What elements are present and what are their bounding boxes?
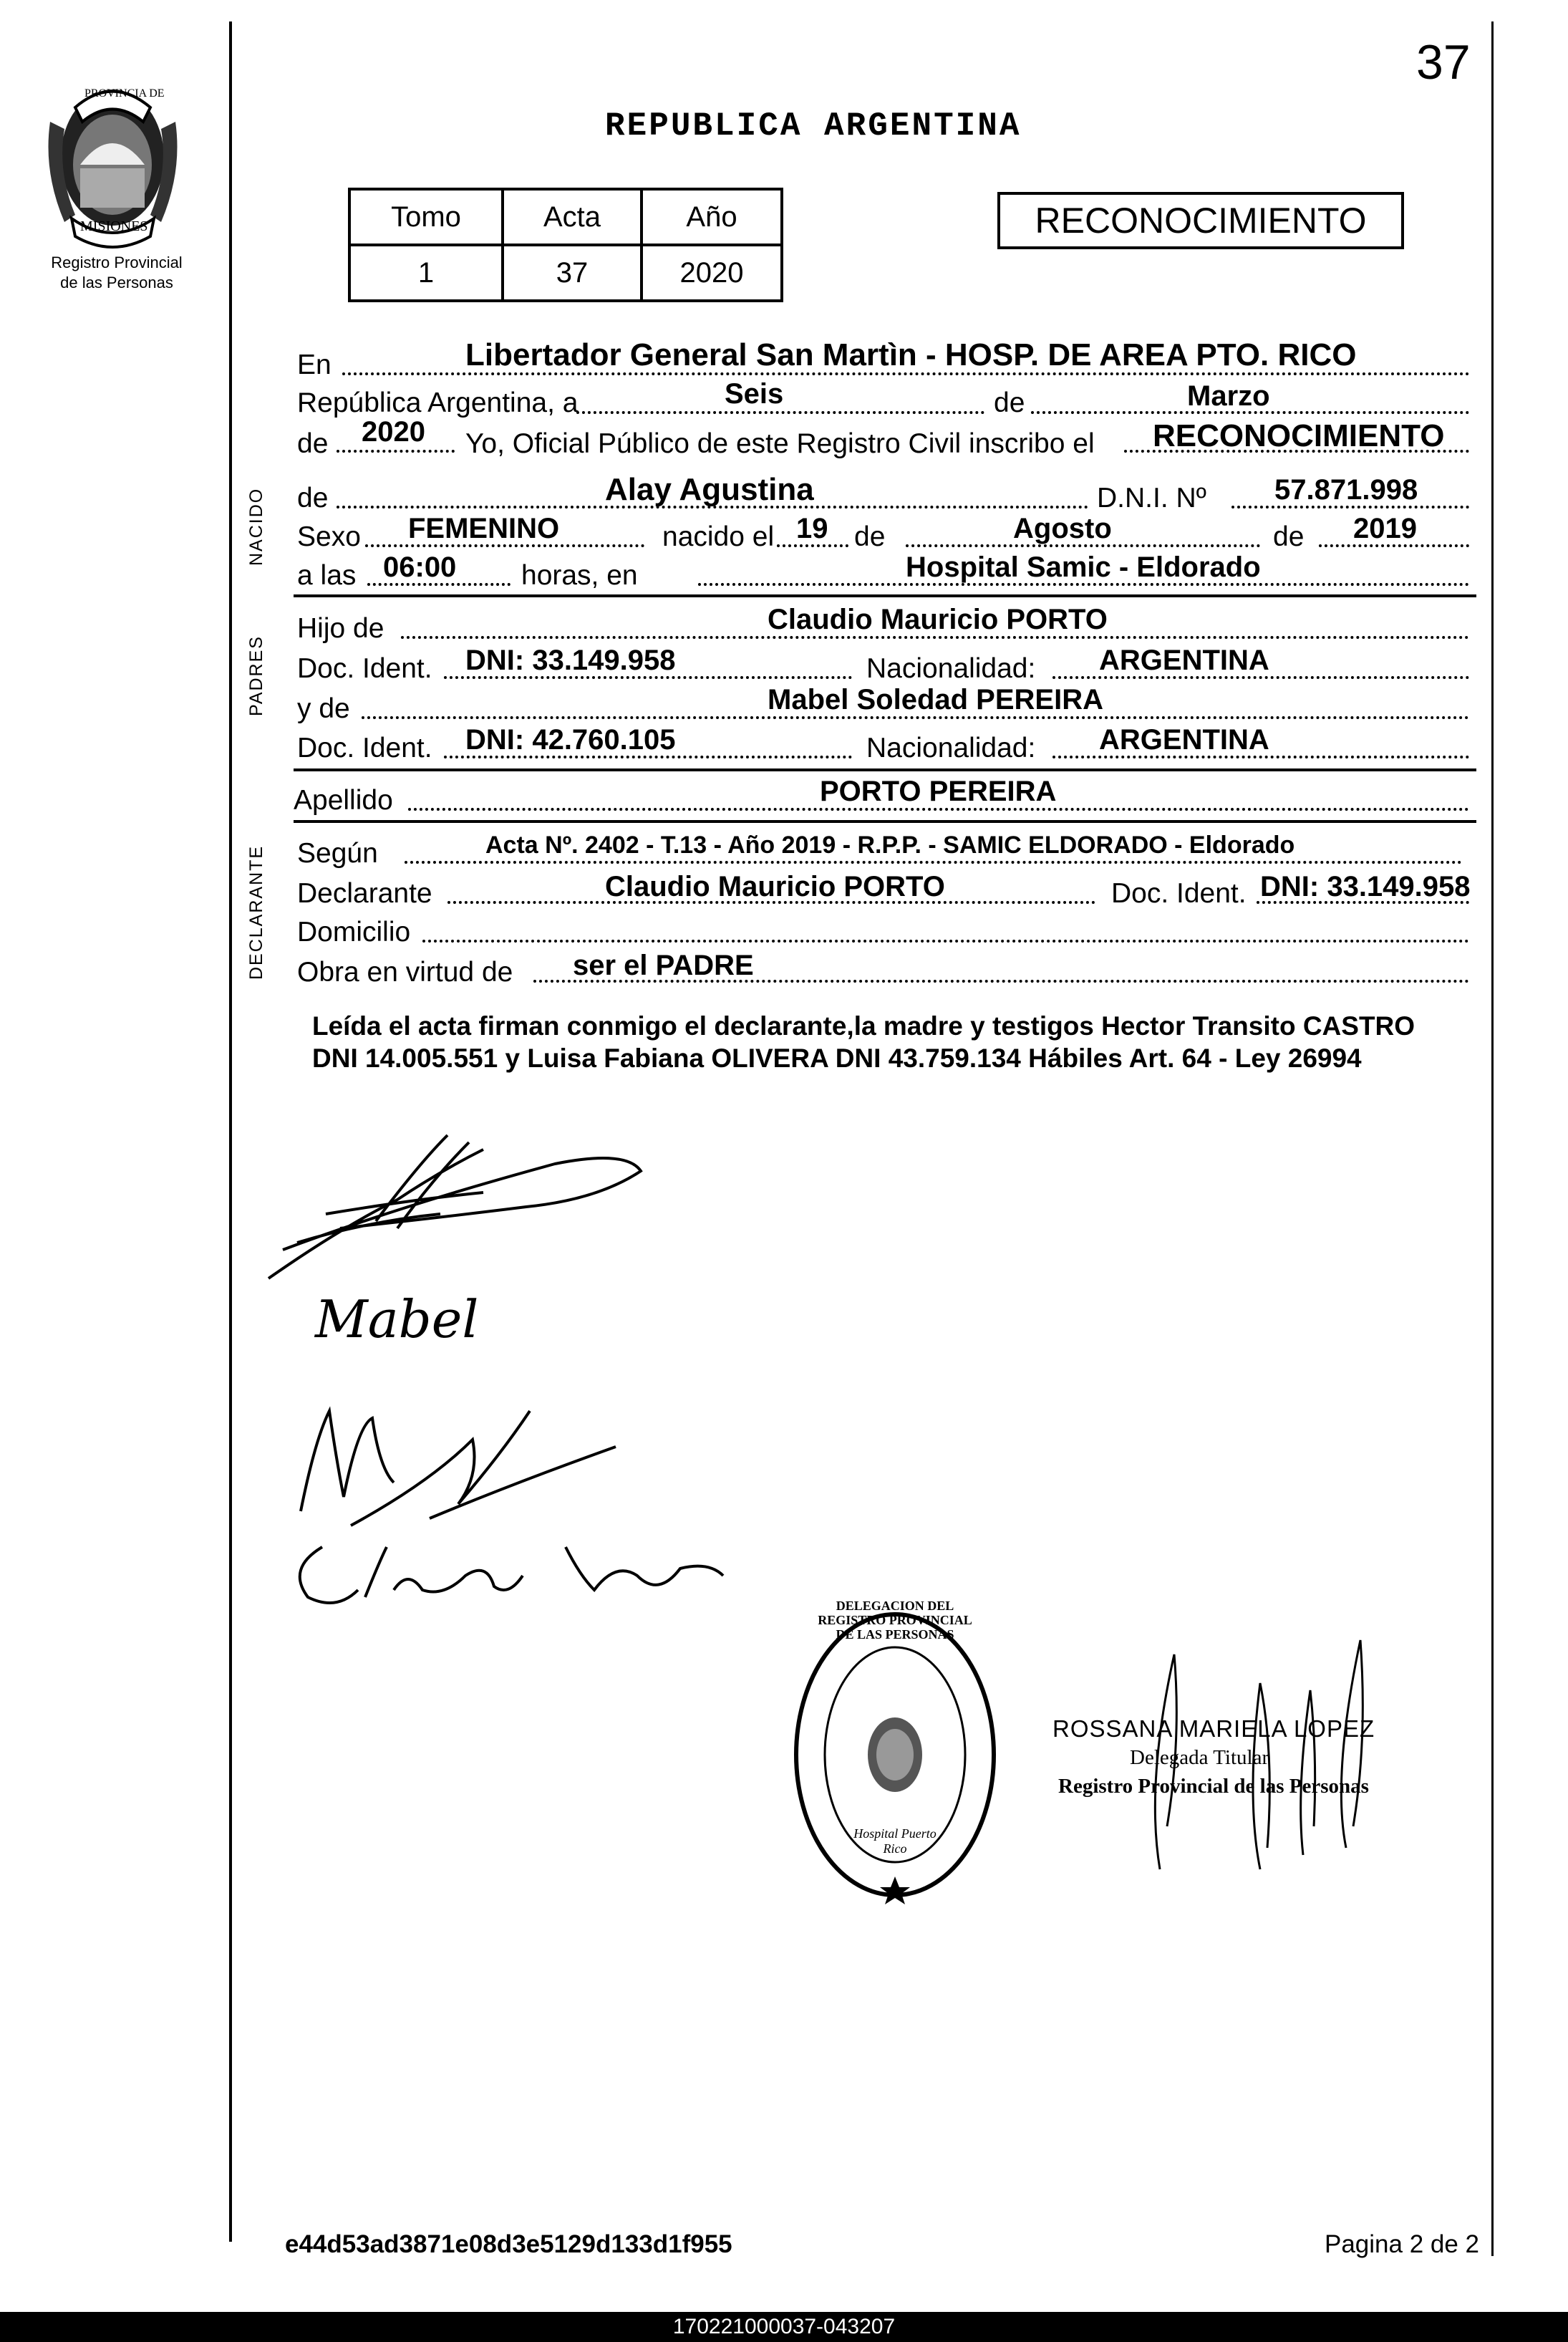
ref-value-tomo: 1 [349, 245, 503, 301]
barcode-id: 170221000037-043207 [672, 2315, 896, 2338]
side-label-declarante: DECLARANTE [246, 844, 266, 980]
label-de-anio-nac: de [1273, 521, 1305, 552]
official-stamp [788, 1604, 1002, 1905]
margin-rule [229, 21, 232, 2242]
label-nac-madre: Nacionalidad: [866, 733, 1036, 763]
label-doc-padre: Doc. Ident. [297, 653, 432, 684]
value-segun: Acta Nº. 2402 - T.13 - Año 2019 - R.P.P. - SAMIC ELDORADO - Eldorado [485, 832, 1295, 859]
label-horas-en: horas, en [521, 560, 638, 591]
value-hora: 06:00 [383, 551, 457, 583]
page-number: 37 [1416, 35, 1471, 90]
dots-dia [576, 411, 984, 414]
dots-domicilio [422, 940, 1469, 943]
section-divider-2 [294, 768, 1476, 771]
ref-header-anio: Año [642, 189, 782, 245]
closing-text: Leída el acta firman conmigo el declarante,la madre y testigos Hector Transito CASTRO DNI 14.005.551 y Luisa Fabiana OLIVERA DNI 43.759.134 Hábiles Art. 64 - Ley 26994 [312, 1011, 1415, 1073]
section-divider-1 [294, 594, 1476, 597]
label-doc-madre: Doc. Ident. [297, 733, 432, 763]
label-doc-declarante: Doc. Ident. [1111, 878, 1247, 909]
value-madre: Mabel Soledad PEREIRA [768, 684, 1103, 715]
dots-sexo [365, 544, 644, 547]
dots-madre [362, 716, 1469, 719]
signature-testigo-olivera [279, 1518, 730, 1619]
side-label-padres: PADRES [246, 635, 266, 716]
dots-dia-nac [777, 544, 848, 547]
country-title: REPUBLICA ARGENTINA [605, 107, 1022, 145]
label-sexo: Sexo [297, 521, 361, 552]
dots-anio [337, 450, 455, 453]
value-anio: 2020 [362, 416, 425, 448]
value-padre: Claudio Mauricio PORTO [768, 604, 1108, 635]
official-org: Registro Provincial de las Personas [1058, 1775, 1369, 1798]
value-dia: Seis [725, 378, 784, 410]
value-sexo: FEMENINO [408, 513, 560, 544]
signature-declarante [254, 1121, 655, 1293]
dots-segun [405, 861, 1462, 864]
dots-padre [401, 636, 1469, 639]
label-de-mes-nac: de [854, 521, 886, 552]
stamp-ring-text: DELEGACION DEL REGISTRO PROVINCIAL DE LAS PERSONAS [818, 1599, 972, 1642]
value-anio-nac: 2019 [1353, 513, 1417, 544]
seal-text-bottom: MISIONES [80, 218, 148, 234]
dots-anio-nac [1319, 544, 1469, 547]
value-mes-nac: Agosto [1013, 513, 1112, 544]
value-doc-padre: DNI: 33.149.958 [465, 645, 676, 676]
label-obra: Obra en virtud de [297, 957, 513, 988]
dots-dni [1231, 506, 1469, 509]
value-doc-declarante: DNI: 33.149.958 [1260, 871, 1471, 902]
org-line-1: Registro Provincial [51, 254, 183, 271]
org-line-2: de las Personas [60, 274, 173, 291]
value-doc-madre: DNI: 42.760.105 [465, 724, 676, 756]
value-lugar-nac: Hospital Samic - Eldorado [906, 551, 1261, 583]
label-segun: Según [297, 838, 378, 869]
value-dni: 57.871.998 [1274, 474, 1418, 506]
official-title: Delegada Titular [1130, 1746, 1269, 1769]
seal-text-top: PROVINCIA DE [84, 87, 165, 100]
side-label-nacido: NACIDO [246, 487, 266, 566]
label-dni: D.N.I. Nº [1097, 483, 1206, 514]
ref-header-tomo: Tomo [349, 189, 503, 245]
section-divider-3 [294, 820, 1476, 823]
dots-nac-padre [1052, 676, 1469, 679]
dots-apellido [408, 808, 1469, 811]
value-nombre: Alay Agustina [605, 472, 814, 507]
label-de-anio: de [297, 428, 329, 459]
page-indicator: Pagina 2 de 2 [1325, 2230, 1480, 2258]
value-mes: Marzo [1187, 380, 1270, 412]
reference-table [348, 188, 783, 302]
label-republica: República Argentina, a [297, 387, 579, 418]
dots-doc-padre [444, 676, 852, 679]
value-obra: ser el PADRE [573, 950, 754, 981]
dots-lugar-nac [698, 583, 1469, 586]
value-acto: RECONOCIMIENTO [1153, 418, 1445, 453]
signature-mabel: Mabel [315, 1289, 479, 1349]
label-de-mes: de [994, 387, 1025, 418]
value-declarante: Claudio Mauricio PORTO [605, 871, 945, 902]
dots-doc-madre [444, 756, 852, 758]
label-yo: Yo, Oficial Público de este Registro Civil inscribo el [465, 428, 1095, 459]
official-name: ROSSANA MARIELA LOPEZ [1052, 1715, 1375, 1742]
label-domicilio: Domicilio [297, 917, 411, 948]
barcode-strip [0, 2312, 1568, 2342]
stamp-inner-text: Hospital Puerto Rico [853, 1826, 937, 1856]
right-rule [1491, 21, 1494, 2256]
label-a-las: a las [297, 560, 357, 591]
act-type-box [997, 192, 1404, 249]
ref-header-acta: Acta [503, 189, 642, 245]
value-apellido: PORTO PEREIRA [820, 776, 1057, 807]
label-nac-padre: Nacionalidad: [866, 653, 1036, 684]
label-y-de: y de [297, 693, 350, 724]
ref-value-acta: 37 [503, 245, 642, 301]
value-dia-nac: 19 [796, 513, 828, 544]
document-hash: e44d53ad3871e08d3e5129d133d1f955 [285, 2230, 732, 2258]
value-lugar: Libertador General San Martìn - HOSP. DE AREA PTO. RICO [465, 337, 1357, 372]
value-nac-padre: ARGENTINA [1099, 645, 1269, 676]
dots-nac-madre [1052, 756, 1469, 758]
label-nacido-el: nacido el [662, 521, 775, 552]
label-apellido: Apellido [294, 785, 393, 816]
label-declarante: Declarante [297, 878, 432, 909]
dots-lugar [342, 372, 1470, 375]
label-hijo-de: Hijo de [297, 613, 384, 644]
label-en: En [297, 350, 331, 380]
dots-hora [367, 583, 510, 586]
value-nac-madre: ARGENTINA [1099, 724, 1269, 756]
ref-value-anio: 2020 [642, 245, 782, 301]
label-de-nombre: de [297, 483, 329, 514]
dots-mes-nac [906, 544, 1260, 547]
act-type-label: RECONOCIMIENTO [1035, 201, 1367, 241]
